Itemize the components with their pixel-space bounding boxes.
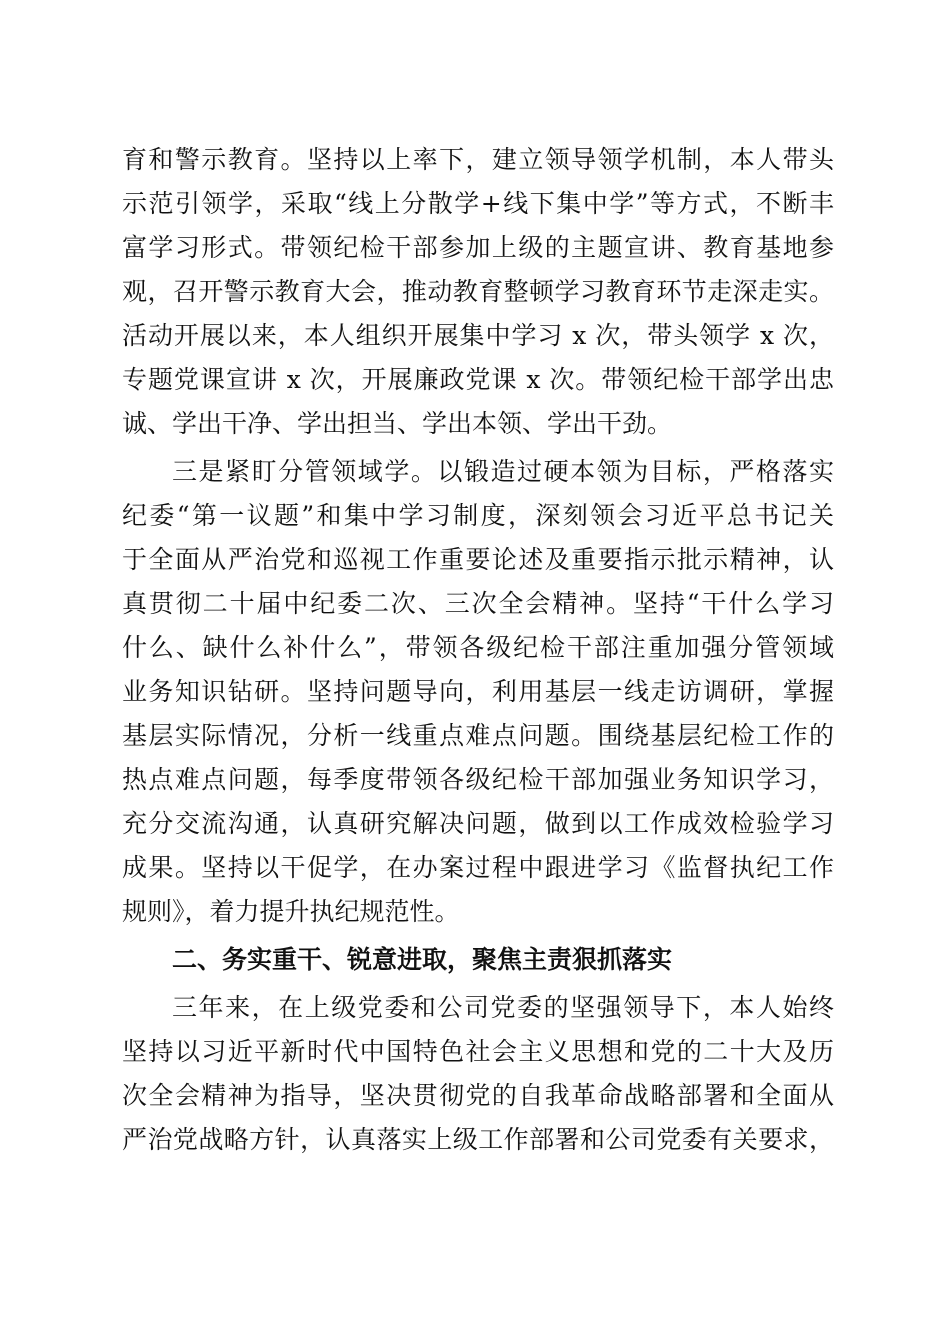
text-line: 活动开展以来，本人组织开展集中学习 x 次，带头领学 x 次， (122, 321, 834, 350)
section-heading: 二、务实重干、锐意进取，聚焦主责狠抓落实 (172, 945, 673, 974)
text-line: 三年来，在上级党委和公司党委的坚强领导下，本人始终 (172, 993, 834, 1022)
text-line: 观，召开警示教育大会，推动教育整顿学习教育环节走深走实。 (122, 277, 834, 306)
text-line: 成果。坚持以干促学，在办案过程中跟进学习《监督执纪工作 (122, 853, 834, 882)
text-line: 富学习形式。带领纪检干部参加上级的主题宣讲、教育基地参 (122, 233, 834, 262)
text-line: 严治党战略方针，认真落实上级工作部署和公司党委有关要求， (122, 1125, 834, 1154)
text-line: 诚、学出干净、学出担当、学出本领、学出干劲。 (122, 409, 673, 438)
text-line: 热点难点问题，每季度带领各级纪检干部加强业务知识学习， (122, 765, 834, 794)
text-line: 次全会精神为指导，坚决贯彻党的自我革命战略部署和全面从 (122, 1081, 834, 1110)
text-line: 育和警示教育。坚持以上率下，建立领导领学机制，本人带头 (122, 145, 834, 174)
text-line: 基层实际情况，分析一线重点难点问题。围绕基层纪检工作的 (122, 721, 834, 750)
text-line: 纪委“第一议题”和集中学习制度，深刻领会习近平总书记关 (122, 501, 834, 530)
text-line: 于全面从严治党和巡视工作重要论述及重要指示批示精神，认 (122, 545, 834, 574)
text-line: 三是紧盯分管领域学。以锻造过硬本领为目标，严格落实 (172, 457, 834, 486)
text-line: 业务知识钻研。坚持问题导向，利用基层一线走访调研，掌握 (122, 677, 834, 706)
text-line: 示范引领学，采取“线上分散学+线下集中学”等方式，不断丰 (122, 189, 834, 218)
text-line: 规则》，着力提升执纪规范性。 (122, 897, 460, 926)
text-line: 真贯彻二十届中纪委二次、三次全会精神。坚持“干什么学习 (122, 589, 834, 618)
text-line: 充分交流沟通，认真研究解决问题，做到以工作成效检验学习 (122, 809, 834, 838)
text-line: 专题党课宣讲 x 次，开展廉政党课 x 次。带领纪检干部学出忠 (122, 365, 834, 394)
text-line: 坚持以习近平新时代中国特色社会主义思想和党的二十大及历 (122, 1037, 834, 1066)
text-line: 什么、缺什么补什么”，带领各级纪检干部注重加强分管领域 (122, 633, 834, 662)
